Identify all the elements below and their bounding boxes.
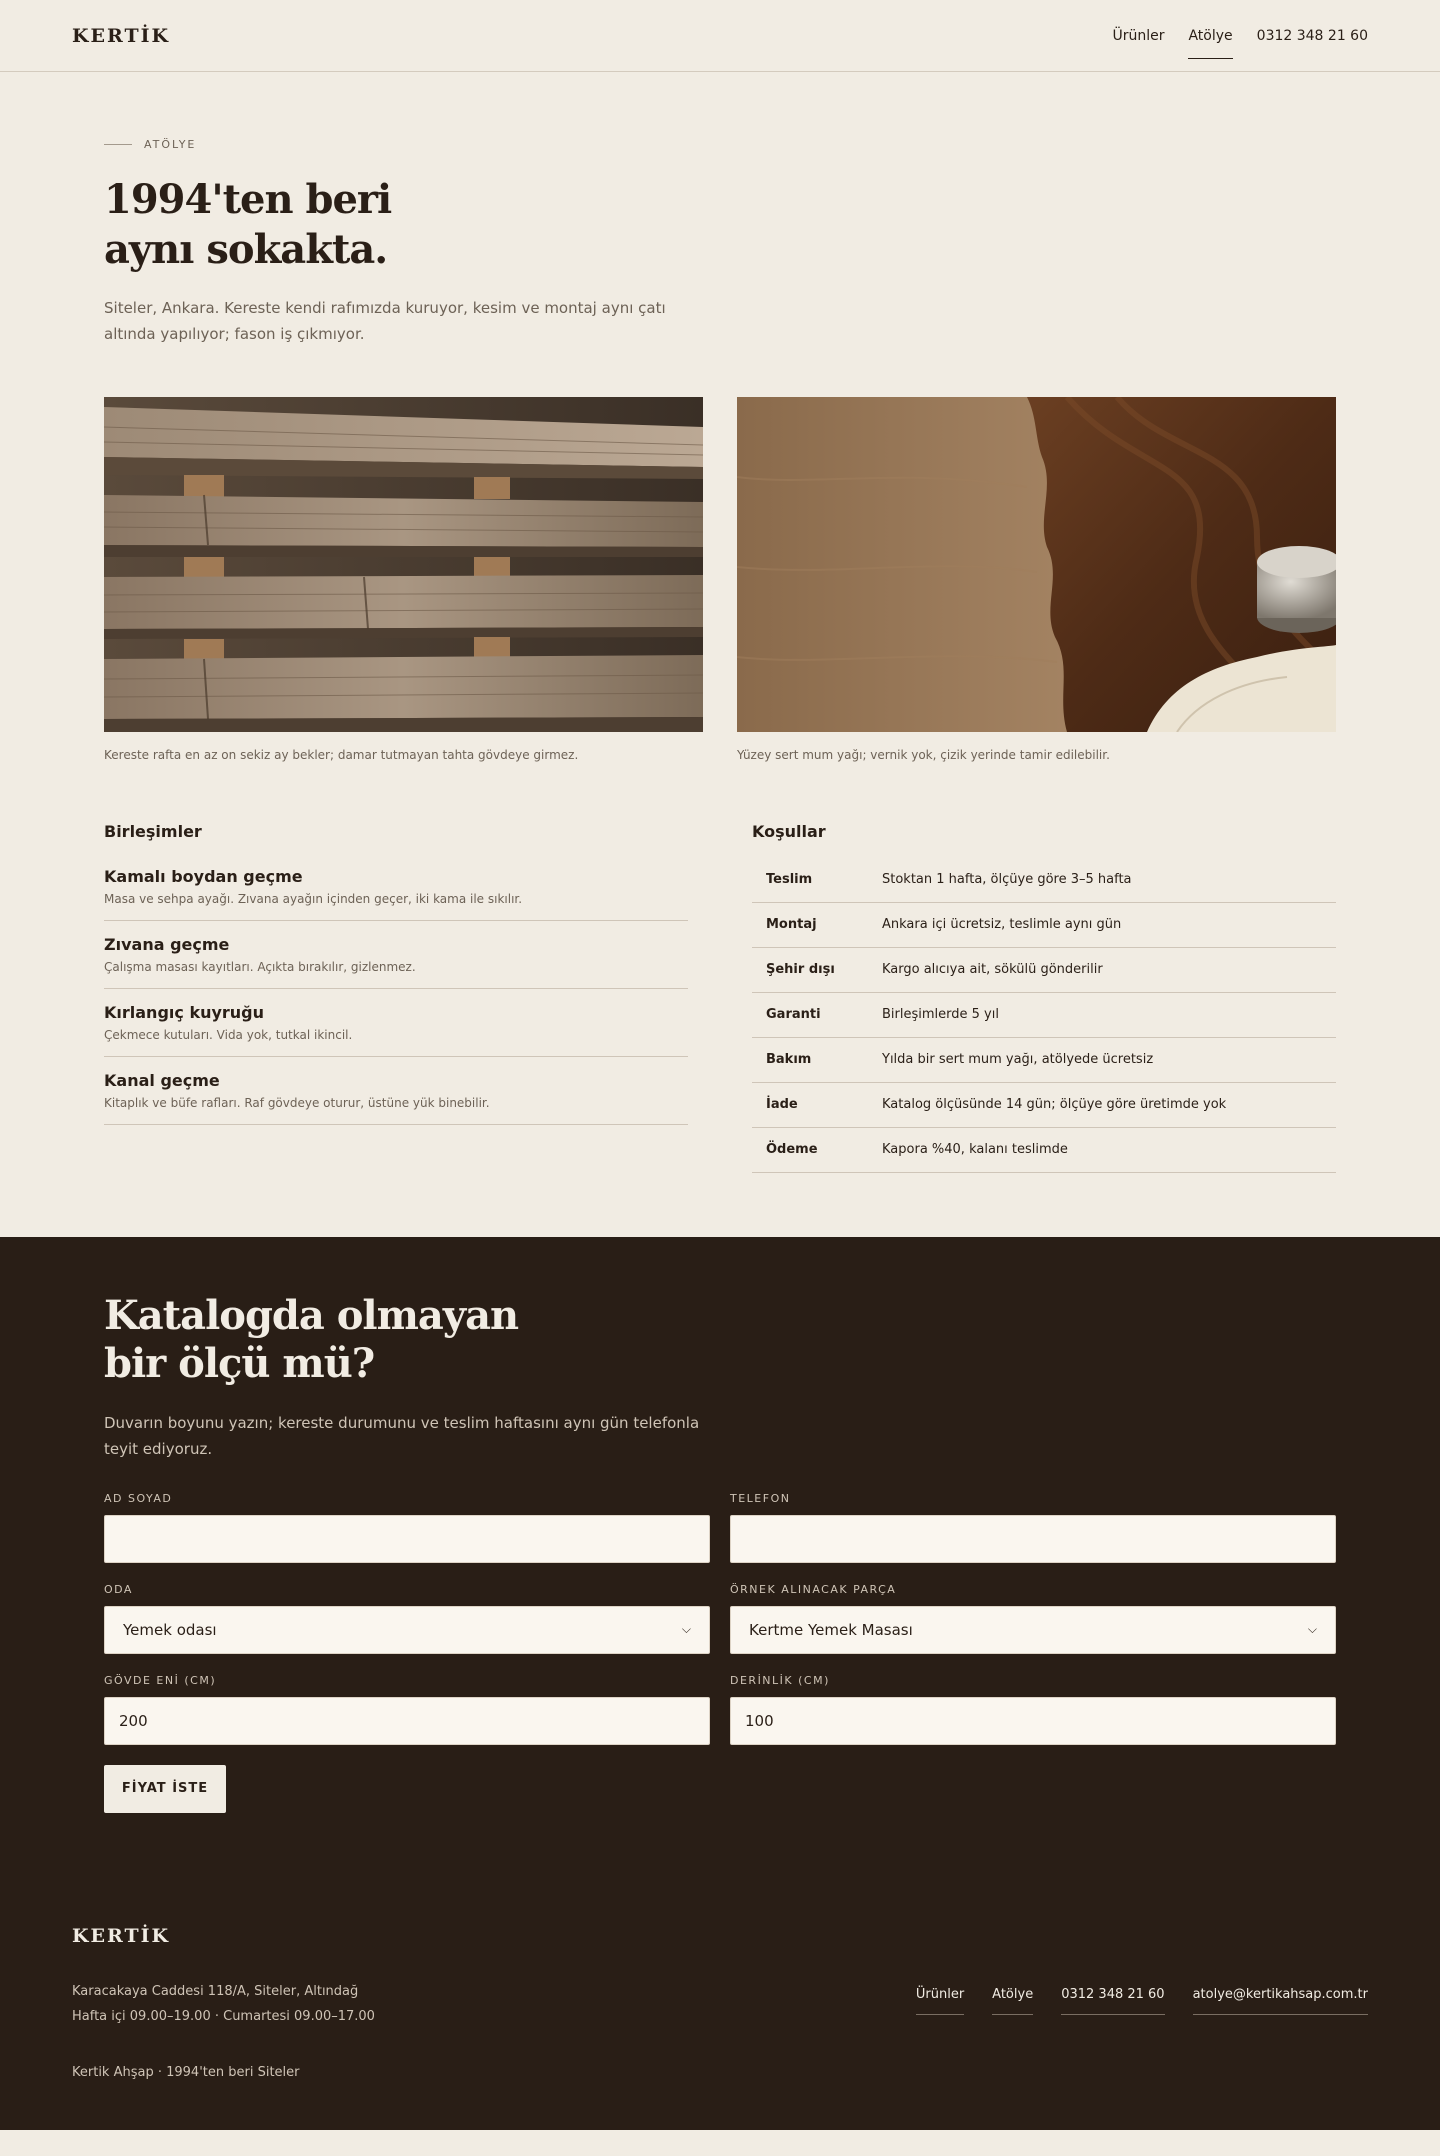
term-key: Teslim: [752, 857, 882, 902]
joint-item: [104, 921, 688, 989]
piece-label: ÖRNEK ALINACAK PARÇA: [730, 1582, 897, 1596]
joint-item: [104, 1057, 688, 1125]
terms-heading: Koşullar: [752, 822, 826, 841]
footer-copyright: Kertik Ahşap · 1994'ten beri Siteler: [72, 2064, 300, 2080]
quote-section: [0, 1237, 1440, 2130]
oil-finish-photo: [737, 397, 1336, 732]
width-label: GÖVDE ENİ (CM): [104, 1673, 217, 1687]
term-value: Stoktan 1 hafta, ölçüye göre 3–5 hafta: [882, 857, 1336, 902]
photo-grid: [104, 397, 1336, 762]
terms-section: [752, 822, 1336, 1173]
cta-title-line-2: bir ölçü mü?: [104, 1339, 375, 1387]
nav-workshop[interactable]: Atölye: [1188, 0, 1232, 72]
footer-hours: Hafta içi 09.00–19.00 · Cumartesi 09.00–17.00: [72, 2008, 375, 2024]
term-key: Şehir dışı: [752, 947, 882, 992]
term-key: İade: [752, 1082, 882, 1127]
depth-field-group: [730, 1674, 1336, 1745]
oil-finish-image: [737, 397, 1336, 732]
photo-caption-finish: Yüzey sert mum yağı; vernik yok, çizik yerinde tamir edilebilir.: [737, 748, 1110, 762]
piece-field-group: [730, 1583, 1336, 1654]
lumber-stack-photo: [104, 397, 703, 732]
table-row: [752, 947, 1336, 992]
term-key: Montaj: [752, 902, 882, 947]
lumber-stack-image: [104, 397, 703, 732]
table-row: [752, 1127, 1336, 1172]
page-title: [104, 175, 624, 275]
phone-label: TELEFON: [730, 1491, 791, 1505]
term-key: Bakım: [752, 1037, 882, 1082]
name-input[interactable]: [104, 1515, 710, 1563]
phone-field-group: [730, 1492, 1336, 1563]
joint-desc: Çekmece kutuları. Vida yok, tutkal ikincil.: [104, 1028, 353, 1042]
cta-title-line-1: Katalogda olmayan: [104, 1291, 519, 1339]
nav-phone[interactable]: 0312 348 21 60: [1256, 27, 1368, 44]
name-label: AD SOYAD: [104, 1491, 173, 1505]
term-key: Garanti: [752, 992, 882, 1037]
brand-logo[interactable]: KERTİK: [72, 24, 170, 47]
joints-heading: Birleşimler: [104, 822, 202, 841]
site-footer: [0, 1813, 1440, 2130]
site-header: [0, 0, 1440, 72]
room-field-group: [104, 1583, 710, 1654]
joint-name: Kırlangıç kuyruğu: [104, 1003, 265, 1022]
name-field-group: [104, 1492, 710, 1563]
chevron-down-icon: ⌵: [681, 1622, 691, 1636]
room-select-value: Yemek odası: [123, 1620, 217, 1639]
room-select[interactable]: [104, 1606, 710, 1654]
submit-wrap: [104, 1765, 710, 1813]
eyebrow-line: [104, 144, 132, 145]
depth-label: DERİNLİK (CM): [730, 1673, 830, 1687]
width-field-group: [104, 1674, 710, 1745]
footer-nav: [916, 1987, 1368, 2015]
table-row: [752, 1082, 1336, 1127]
footer-brand-logo[interactable]: KERTİK: [72, 1924, 170, 1947]
term-value: Birleşimlerde 5 yıl: [882, 992, 1336, 1037]
footer-link-email[interactable]: atolye@kertikahsap.com.tr: [1193, 1987, 1368, 2015]
term-value: Kargo alıcıya ait, sökülü gönderilir: [882, 947, 1336, 992]
joints-section: [104, 822, 688, 1173]
joint-item: [104, 867, 688, 921]
piece-select[interactable]: [730, 1606, 1336, 1654]
joint-desc: Çalışma masası kayıtları. Açıkta bırakılır, gizlenmez.: [104, 960, 416, 974]
hero: [0, 72, 1440, 1237]
footer-address: Karacakaya Caddesi 118/A, Siteler, Altındağ: [72, 1983, 359, 1999]
term-key: Ödeme: [752, 1127, 882, 1172]
term-value: Katalog ölçüsünde 14 gün; ölçüye göre üretimde yok: [882, 1082, 1336, 1127]
footer-row: [72, 1979, 1368, 2029]
chevron-down-icon: ⌵: [1307, 1622, 1317, 1636]
title-line-1: 1994'ten beri: [104, 176, 392, 223]
joint-item: [104, 989, 688, 1057]
table-row: [752, 1037, 1336, 1082]
footer-link-workshop[interactable]: Atölye: [992, 1987, 1033, 2015]
width-input[interactable]: [104, 1697, 710, 1745]
term-value: Yılda bir sert mum yağı, atölyede ücretsiz: [882, 1037, 1336, 1082]
footer-link-products[interactable]: Ürünler: [916, 1987, 964, 2015]
depth-input[interactable]: [730, 1697, 1336, 1745]
hero-lede: Siteler, Ankara. Kereste kendi rafımızda kuruyor, kesim ve montaj aynı çatı altında yapılıyor; fason iş çıkmıyor.: [104, 299, 666, 343]
joint-desc: Kitaplık ve büfe rafları. Raf gövdeye oturur, üstüne yük binebilir.: [104, 1096, 490, 1110]
eyebrow: [104, 138, 1336, 151]
eyebrow-label: ATÖLYE: [144, 138, 197, 151]
cta-title: [104, 1292, 624, 1388]
joint-name: Kamalı boydan geçme: [104, 867, 303, 886]
nav-products[interactable]: Ürünler: [1112, 27, 1165, 44]
joint-name: Zıvana geçme: [104, 935, 230, 954]
phone-input[interactable]: [730, 1515, 1336, 1563]
footer-address-block: [72, 1979, 375, 2029]
cta-lede: Duvarın boyunu yazın; kereste durumunu ve teslim haftasını aynı gün telefonla teyit ediyoruz.: [104, 1413, 700, 1458]
piece-select-value: Kertme Yemek Masası: [749, 1620, 913, 1639]
quote-form: [104, 1492, 1336, 1813]
photo-figure-lumber: [104, 397, 703, 762]
photo-caption-lumber: Kereste rafta en az on sekiz ay bekler; damar tutmayan tahta gövdeye girmez.: [104, 748, 579, 762]
joint-desc: Masa ve sehpa ayağı. Zıvana ayağın içinden geçer, iki kama ile sıkılır.: [104, 892, 523, 906]
terms-table: [752, 857, 1336, 1173]
term-value: Ankara içi ücretsiz, teslimle aynı gün: [882, 902, 1336, 947]
table-row: [752, 857, 1336, 902]
top-nav: [1112, 0, 1368, 72]
table-row: [752, 992, 1336, 1037]
joint-name: Kanal geçme: [104, 1071, 220, 1090]
title-line-2: aynı sokakta.: [104, 226, 388, 273]
request-price-button[interactable]: FİYAT İSTE: [104, 1765, 226, 1813]
info-grid: [104, 822, 1336, 1237]
term-value: Kapora %40, kalanı teslimde: [882, 1127, 1336, 1172]
footer-link-phone[interactable]: 0312 348 21 60: [1061, 1987, 1164, 2015]
room-label: ODA: [104, 1582, 133, 1596]
table-row: [752, 902, 1336, 947]
photo-figure-finish: [737, 397, 1336, 762]
